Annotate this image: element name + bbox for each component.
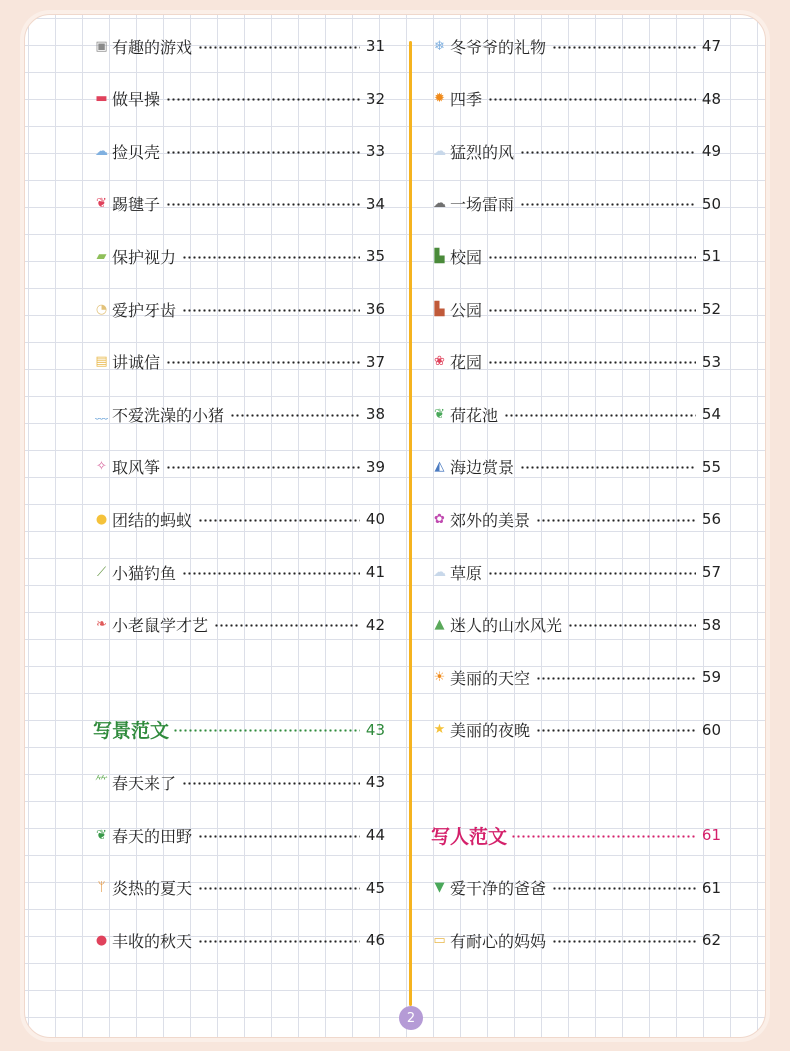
toc-entry[interactable] [431, 189, 721, 219]
fishing-rod-icon: ⟋ [96, 564, 107, 580]
entry-title: 不爱洗澡的小猪 [112, 405, 225, 425]
page-number: 45 [365, 878, 385, 897]
page-number: 42 [365, 615, 385, 634]
dot-leader [511, 835, 696, 838]
star-icon: ★ [433, 722, 446, 738]
bow-icon: ❧ [96, 617, 107, 633]
entry-title: 做早操 [112, 90, 161, 110]
dot-leader [488, 361, 696, 364]
entry-title: 有耐心的妈妈 [450, 931, 547, 951]
mat-icon: ▬ [95, 91, 108, 107]
open-book-icon: ▭ [433, 932, 446, 948]
kite-icon: ✧ [96, 459, 107, 475]
toc-entry[interactable] [93, 136, 385, 166]
dot-leader [198, 46, 360, 49]
toc-entry[interactable] [93, 820, 385, 850]
flip-flops-icon: ᛘ [97, 880, 106, 896]
dot-leader [198, 835, 360, 838]
page-number: 38 [365, 405, 385, 424]
dot-leader [488, 256, 696, 259]
entry-title: 花园 [450, 353, 483, 373]
page-number: 58 [701, 615, 721, 634]
page-number: 47 [701, 37, 721, 55]
page-number: 49 [701, 142, 721, 161]
page-number: 55 [701, 457, 721, 476]
seashell-icon: ◭ [434, 459, 445, 475]
toc-entry[interactable] [431, 241, 721, 271]
page-number: 33 [365, 142, 385, 161]
page-number: 46 [365, 931, 385, 950]
toc-entry[interactable] [431, 715, 721, 745]
toc-entry[interactable] [431, 662, 721, 692]
toc-entry[interactable] [93, 294, 385, 324]
dot-leader [488, 309, 696, 312]
section-title: 写景范文 [93, 720, 170, 743]
entry-title: 草原 [450, 563, 483, 583]
toc-entry[interactable] [93, 452, 385, 482]
toc-entry[interactable] [93, 504, 385, 534]
entry-title: 保护视力 [112, 247, 177, 267]
page-number: 36 [365, 300, 385, 318]
entry-title: 郊外的美景 [450, 510, 531, 530]
entry-title: 美丽的夜晚 [450, 721, 531, 741]
column-divider [409, 41, 412, 1006]
dot-leader [488, 572, 696, 575]
toc-entry[interactable] [431, 873, 721, 903]
cloud-icon: ☁ [433, 564, 446, 580]
section-heading[interactable] [431, 820, 721, 850]
bamboo-icon: ⺮ [94, 774, 108, 790]
page-number: 59 [701, 668, 721, 687]
dot-leader [198, 519, 360, 522]
entry-title: 美丽的天空 [450, 668, 531, 688]
cloud-icon: ☁ [433, 143, 446, 159]
dot-leader [173, 729, 360, 732]
dot-leader [488, 98, 696, 101]
leaf-icon: ❦ [96, 827, 107, 843]
page-number: 40 [365, 510, 385, 529]
sun-icon: ✹ [434, 91, 445, 107]
page-number: 35 [365, 247, 385, 266]
lotus-leaf-icon: ❦ [434, 406, 445, 422]
toc-entry[interactable] [431, 347, 721, 377]
toc-entry[interactable] [431, 136, 721, 166]
shuttlecock-icon: ❦ [96, 196, 107, 212]
toc-entry[interactable] [431, 84, 721, 114]
entry-title: 小猫钓鱼 [112, 563, 177, 583]
shell-icon: ☁ [95, 143, 108, 159]
storm-cloud-icon: ☁ [433, 196, 446, 212]
entry-title: 炎热的夏天 [112, 879, 193, 899]
page-number: 61 [701, 826, 721, 844]
page-number: 37 [365, 352, 385, 371]
entry-title: 团结的蚂蚁 [112, 510, 193, 530]
dot-leader [198, 887, 360, 890]
dot-leader [552, 940, 696, 943]
entry-title: 校园 [450, 247, 483, 267]
dot-leader [198, 940, 360, 943]
dot-leader [182, 782, 360, 785]
dot-leader [166, 151, 360, 154]
dot-leader [536, 677, 696, 680]
toc-page [24, 14, 766, 1038]
dot-leader [182, 309, 360, 312]
toc-entry[interactable] [93, 767, 385, 797]
toc-entry[interactable] [93, 31, 385, 61]
toc-entry[interactable] [431, 452, 721, 482]
entry-title: 春天来了 [112, 773, 177, 793]
entry-title: 迷人的山水风光 [450, 616, 563, 636]
page-number: 32 [365, 89, 385, 108]
toc-entry[interactable] [93, 347, 385, 377]
page-number: 52 [701, 300, 721, 318]
mountain-icon: ▲ [434, 617, 445, 633]
puzzle-face-icon: ▣ [95, 38, 108, 54]
toc-entry[interactable] [431, 504, 721, 534]
page-number: 61 [701, 878, 721, 897]
entry-title: 丰收的秋天 [112, 931, 193, 951]
entry-title: 四季 [450, 90, 483, 110]
dot-leader [504, 414, 696, 417]
sun-cloud-icon: ● [95, 511, 108, 527]
tooth-icon: ◔ [95, 301, 108, 317]
page-number-badge: 2 [399, 1006, 423, 1030]
dot-leader [166, 203, 360, 206]
toc-entry[interactable] [431, 610, 721, 640]
page-number: 60 [701, 720, 721, 739]
toc-entry[interactable] [93, 557, 385, 587]
page-number: 53 [701, 352, 721, 371]
dot-leader [536, 729, 696, 732]
dot-leader [520, 203, 696, 206]
page-number: 62 [701, 931, 721, 950]
entry-title: 猛烈的风 [450, 142, 515, 162]
page-number: 31 [365, 37, 385, 55]
page-number: 41 [365, 563, 385, 581]
entry-title: 取风筝 [112, 458, 161, 478]
dot-leader [166, 98, 360, 101]
page-number: 54 [701, 405, 721, 424]
toc-entry[interactable] [431, 399, 721, 429]
dot-leader [230, 414, 360, 417]
entry-title: 海边赏景 [450, 458, 515, 478]
page-number: 50 [701, 194, 721, 213]
page-number: 57 [701, 563, 721, 581]
entry-title: 小老鼠学才艺 [112, 616, 209, 636]
flower-icon: ✿ [434, 511, 445, 527]
dot-leader [536, 519, 696, 522]
page-number: 43 [365, 720, 385, 739]
section-heading[interactable] [93, 715, 385, 745]
page-number: 39 [365, 457, 385, 476]
entry-title: 一场雷雨 [450, 195, 515, 215]
page-number: 44 [365, 826, 385, 844]
dot-leader [214, 624, 360, 627]
toc-entry[interactable] [93, 610, 385, 640]
entry-title: 冬爷爷的礼物 [450, 37, 547, 57]
dot-leader [520, 466, 696, 469]
dot-leader [520, 151, 696, 154]
snowflake-icon: ❄ [434, 38, 445, 54]
dot-leader [166, 466, 360, 469]
toc-entry[interactable] [93, 189, 385, 219]
toc-entry[interactable] [93, 399, 385, 429]
page-number: 48 [701, 89, 721, 108]
page-number: 51 [701, 247, 721, 266]
toc-entry[interactable] [93, 873, 385, 903]
section-title: 写人范文 [431, 825, 508, 848]
dot-leader [568, 624, 696, 627]
page-number: 56 [701, 510, 721, 529]
entry-title: 公园 [450, 300, 483, 320]
entry-title: 捡贝壳 [112, 142, 161, 162]
park-bench-icon: ▙ [434, 301, 445, 317]
toc-entry[interactable] [431, 925, 721, 955]
dot-leader [552, 46, 696, 49]
toc-entry[interactable] [431, 31, 721, 61]
toc-entry[interactable] [93, 925, 385, 955]
dot-leader [182, 572, 360, 575]
entry-title: 踢毽子 [112, 195, 161, 215]
dot-leader [166, 361, 360, 364]
toc-entry[interactable] [93, 84, 385, 114]
letter-icon: ▤ [95, 354, 108, 370]
book-icon: ▰ [96, 248, 107, 264]
entry-title: 爱护牙齿 [112, 300, 177, 320]
dot-leader [552, 887, 696, 890]
fruit-icon: ● [95, 932, 108, 948]
entry-title: 春天的田野 [112, 826, 193, 846]
bench-icon: ▙ [434, 248, 445, 264]
tulip-icon: ❀ [434, 354, 445, 370]
toc-entry[interactable] [431, 557, 721, 587]
dot-leader [182, 256, 360, 259]
page-number: 34 [365, 194, 385, 213]
entry-title: 有趣的游戏 [112, 37, 193, 57]
entry-title: 讲诚信 [112, 353, 161, 373]
cup-icon: ▼ [434, 880, 445, 896]
page-number: 43 [365, 773, 385, 792]
toc-entry[interactable] [431, 294, 721, 324]
sun-icon: ☀ [433, 669, 446, 685]
entry-title: 爱干净的爸爸 [450, 879, 547, 899]
entry-title: 荷花池 [450, 405, 499, 425]
water-drop-icon: ﹏ [94, 406, 108, 422]
toc-entry[interactable] [93, 241, 385, 271]
